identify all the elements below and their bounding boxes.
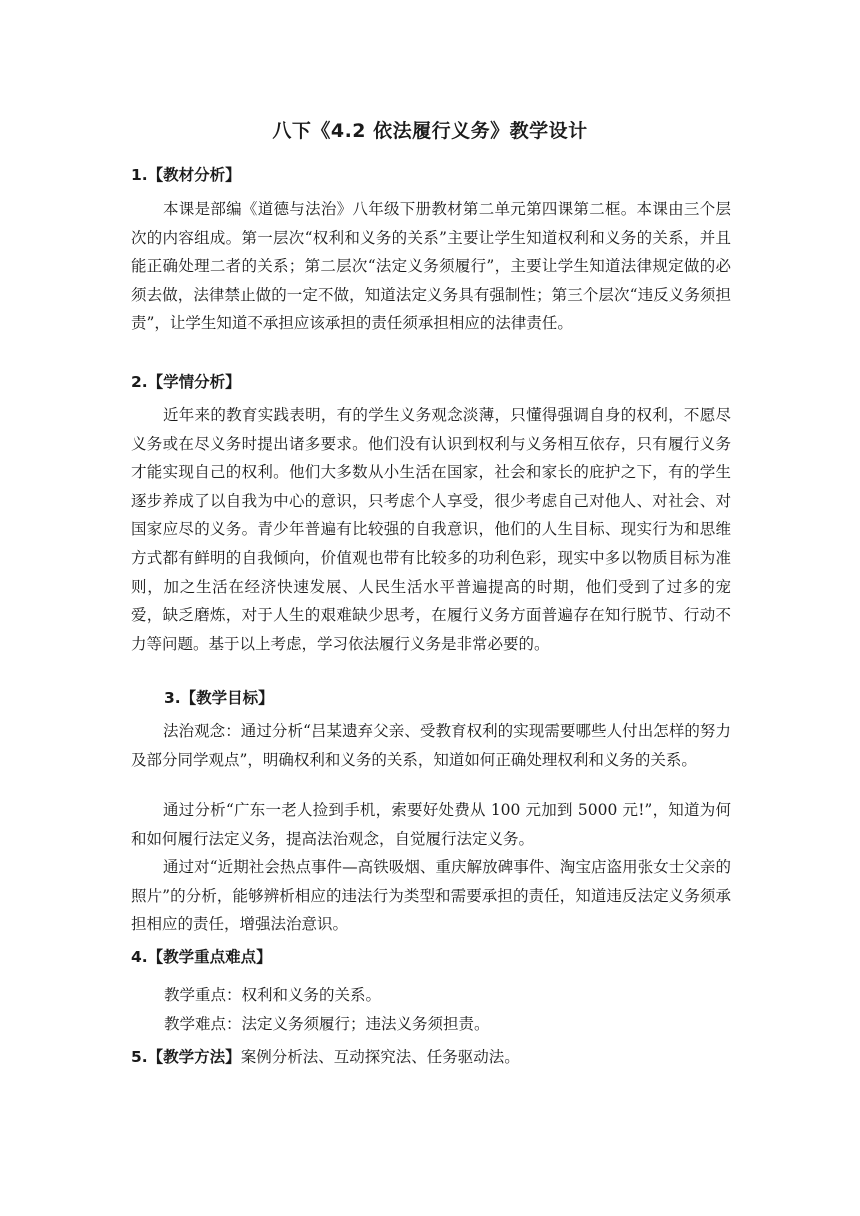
- section-paragraph: 通过分析“广东一老人捡到手机，索要好处费从 100 元加到 5000 元!”，知道为何和如何履行法定义务，提高法治观念，自觉履行法定义务。: [131, 801, 731, 848]
- section-paragraph: 本课是部编《道德与法治》八年级下册教材第二单元第四课第二框。本课由三个层次的内容组成。第一层次“权利和义务的关系”主要让学生知道权利和义务的关系，并且能正确处理二者的关系；第二层次“法定义务须履行”，主要让学生知道法律规定做的必须去做，法律禁止做的一定不做，知道法定义务具有强制性；第三个层次“违反义务须担责”，让学生知道不承担应该承担的责任须承担相应的法律责任。: [131, 200, 731, 333]
- difficulty-line: 教学难点：法定义务须履行；违法义务须担责。: [164, 1015, 490, 1033]
- section-paragraph: 通过对“近期社会热点事件—高铁吸烟、重庆解放碑事件、淘宝店盗用张女士父亲的照片”的分析，能够辨析相应的违法行为类型和需要承担的责任，知道违反法定义务须承担相应的责任，增强法治意识。: [131, 858, 731, 934]
- document-title: 八下《4.2 依法履行义务》教学设计: [272, 120, 588, 142]
- section-heading-student-analysis: 2.【学情分析】: [131, 373, 241, 391]
- section-heading-textbook-analysis: 1.【教材分析】: [131, 166, 241, 184]
- section-paragraph: 近年来的教育实践表明，有的学生义务观念淡薄，只懂得强调自身的权利，不愿尽义务或在尽义务时提出诸多要求。他们没有认识到权利与义务相互依存，只有履行义务才能实现自己的权利。他们大多数从小生活在国家，社会和家长的庇护之下，有的学生逐步养成了以自我为中心的意识，只考虑个人享受，很少考虑自己对他人、对社会、对国家应尽的义务。青少年普遍有比较强的自我意识，他们的人生目标、现实行为和思维方式都有鲜明的自我倾向，价值观也带有比较多的功利色彩，现实中多以物质目标为准则，加之生活在经济快速发展、人民生活水平普遍提高的时期，他们受到了过多的宠爱，缺乏磨炼，对于人生的艰难缺少思考，在履行义务方面普遍存在知行脱节、行动不力等问题。基于以上考虑，学习依法履行义务是非常必要的。: [131, 406, 731, 653]
- section-heading-label: 5.【教学方法】: [131, 1048, 241, 1066]
- teaching-methods-text: 案例分析法、互动探究法、任务驱动法。: [240, 1048, 520, 1066]
- section-heading-teaching-methods: [131, 1045, 520, 1067]
- key-point-line: 教学重点：权利和义务的关系。: [164, 986, 382, 1004]
- section-paragraph: 法治观念：通过分析“吕某遗弃父亲、受教育权利的实现需要哪些人付出怎样的努力及部分同学观点”，明确权利和义务的关系，知道如何正确处理权利和义务的关系。: [131, 722, 731, 769]
- section-heading-teaching-objectives: 3.【教学目标】: [164, 689, 274, 707]
- section-heading-key-points: 4.【教学重点难点】: [131, 948, 272, 966]
